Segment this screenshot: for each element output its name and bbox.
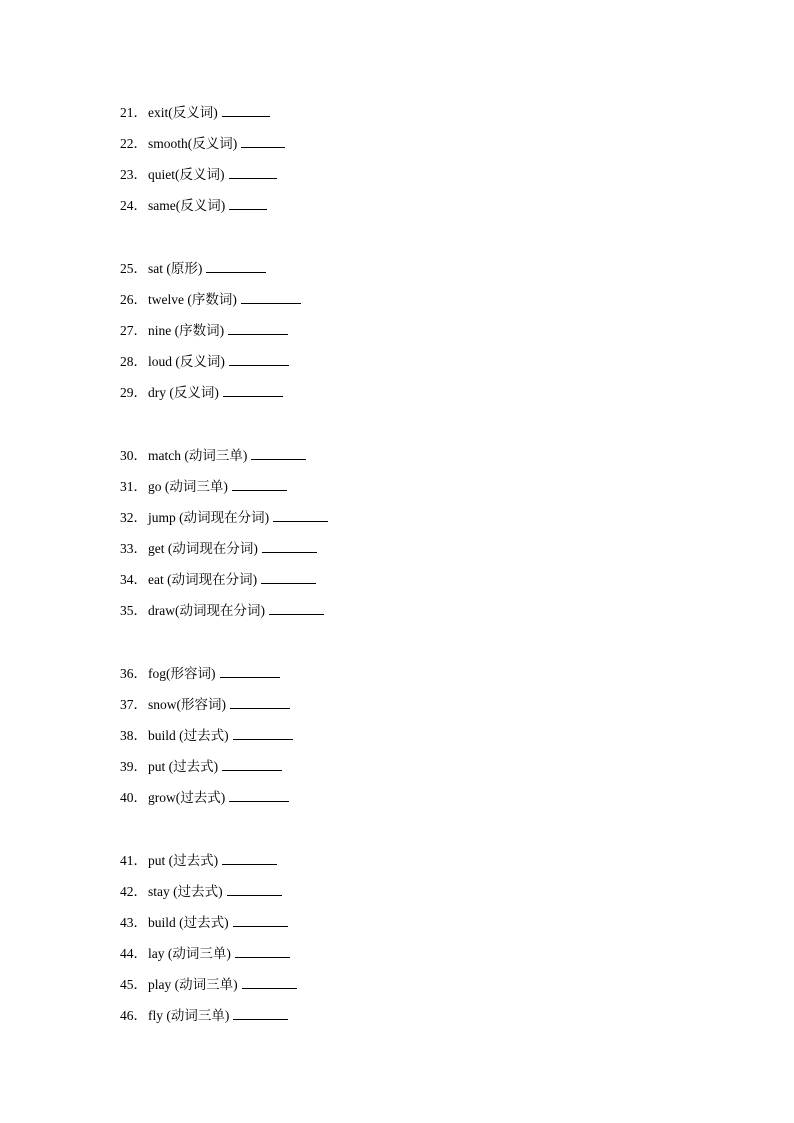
question-item — [120, 502, 328, 533]
answer-blank[interactable] — [229, 208, 267, 210]
question-number: 32． — [120, 510, 147, 525]
answer-blank[interactable] — [241, 302, 301, 304]
question-hint: (动词现在分词) — [167, 541, 258, 556]
question-number: 25． — [120, 261, 147, 276]
answer-blank[interactable] — [222, 769, 282, 771]
question-group-3 — [120, 440, 328, 626]
question-number: 29． — [120, 385, 147, 400]
question-group-1 — [120, 97, 285, 221]
answer-blank[interactable] — [273, 520, 328, 522]
question-word: jump — [148, 510, 180, 525]
answer-blank[interactable] — [233, 1018, 288, 1020]
question-number: 21． — [120, 105, 147, 120]
question-word: put — [148, 853, 169, 868]
answer-blank[interactable] — [223, 395, 283, 397]
question-number: 43． — [120, 915, 147, 930]
question-number: 45． — [120, 977, 147, 992]
question-number: 37． — [120, 697, 147, 712]
question-item — [120, 782, 293, 813]
answer-blank[interactable] — [269, 613, 324, 615]
question-item — [120, 564, 328, 595]
question-item — [120, 97, 285, 128]
answer-blank[interactable] — [229, 177, 277, 179]
question-word: get — [148, 541, 168, 556]
question-hint: (过去式) — [168, 853, 219, 868]
question-item — [120, 159, 285, 190]
question-item — [120, 658, 293, 689]
question-item — [120, 595, 328, 626]
question-word: build — [148, 728, 180, 743]
question-item — [120, 751, 293, 782]
question-item — [120, 689, 293, 720]
answer-blank[interactable] — [227, 894, 282, 896]
question-hint: (反义词) — [175, 167, 225, 182]
question-word: snow — [148, 697, 177, 712]
question-word: lay — [148, 946, 168, 961]
question-hint: (反义词) — [187, 136, 238, 151]
question-word: match — [148, 448, 185, 463]
question-hint: (反义词) — [175, 354, 225, 369]
question-hint: (动词三单) — [164, 479, 228, 494]
question-hint: (过去式) — [175, 790, 226, 805]
question-item — [120, 128, 285, 159]
question-group-2 — [120, 253, 301, 408]
answer-blank[interactable] — [232, 489, 287, 491]
question-item — [120, 938, 297, 969]
question-hint: (反义词) — [168, 105, 218, 120]
question-hint: (动词现在分词) — [167, 572, 258, 587]
question-hint: (形容词) — [176, 697, 227, 712]
question-number: 26． — [120, 292, 147, 307]
question-word: fog — [148, 666, 166, 681]
answer-blank[interactable] — [206, 271, 266, 273]
question-item — [120, 720, 293, 751]
question-item — [120, 533, 328, 564]
question-number: 23． — [120, 167, 147, 182]
question-word: twelve — [148, 292, 188, 307]
question-hint: (动词三单) — [174, 977, 238, 992]
question-item — [120, 907, 297, 938]
answer-blank[interactable] — [235, 956, 290, 958]
question-number: 38． — [120, 728, 147, 743]
question-word: nine — [148, 323, 175, 338]
answer-blank[interactable] — [242, 987, 297, 989]
question-hint: (反义词) — [175, 198, 226, 213]
question-word: quiet — [148, 167, 175, 182]
question-number: 33． — [120, 541, 147, 556]
question-item — [120, 377, 301, 408]
question-item — [120, 845, 297, 876]
question-number: 44． — [120, 946, 147, 961]
question-hint: (过去式) — [168, 759, 219, 774]
question-hint: (过去式) — [179, 728, 229, 743]
question-hint: (反义词) — [169, 385, 219, 400]
question-number: 36． — [120, 666, 147, 681]
question-number: 34． — [120, 572, 147, 587]
question-hint: (原形) — [166, 261, 203, 276]
question-word: play — [148, 977, 175, 992]
answer-blank[interactable] — [220, 676, 280, 678]
question-number: 24． — [120, 198, 147, 213]
answer-blank[interactable] — [228, 333, 288, 335]
question-word: go — [148, 479, 165, 494]
question-item — [120, 315, 301, 346]
answer-blank[interactable] — [233, 738, 293, 740]
question-word: sat — [148, 261, 167, 276]
question-word: fly — [148, 1008, 167, 1023]
question-word: draw — [148, 603, 175, 618]
question-number: 28． — [120, 354, 147, 369]
answer-blank[interactable] — [222, 863, 277, 865]
answer-blank[interactable] — [241, 146, 285, 148]
question-hint: (过去式) — [179, 915, 229, 930]
question-item — [120, 471, 328, 502]
question-word: same — [148, 198, 176, 213]
answer-blank[interactable] — [222, 115, 270, 117]
question-hint: (动词三单) — [184, 448, 248, 463]
question-number: 30． — [120, 448, 147, 463]
question-hint: (动词现在分词) — [175, 603, 265, 618]
question-number: 39． — [120, 759, 147, 774]
question-item — [120, 190, 285, 221]
question-number: 31． — [120, 479, 147, 494]
question-word: grow — [148, 790, 176, 805]
question-word: put — [148, 759, 169, 774]
question-item — [120, 284, 301, 315]
question-number: 41． — [120, 853, 147, 868]
question-hint: (动词三单) — [166, 1008, 230, 1023]
question-item — [120, 253, 301, 284]
question-word: loud — [148, 354, 176, 369]
question-group-5 — [120, 845, 297, 1031]
question-number: 22． — [120, 136, 147, 151]
question-word: stay — [148, 884, 174, 899]
question-hint: (序数词) — [187, 292, 237, 307]
question-hint: (动词三单) — [167, 946, 231, 961]
answer-blank[interactable] — [262, 551, 317, 553]
question-number: 46． — [120, 1008, 147, 1023]
answer-blank[interactable] — [261, 582, 316, 584]
question-word: build — [148, 915, 180, 930]
question-item — [120, 969, 297, 1000]
question-number: 40． — [120, 790, 147, 805]
answer-blank[interactable] — [229, 364, 289, 366]
question-number: 42． — [120, 884, 147, 899]
question-hint: (形容词) — [166, 666, 216, 681]
question-word: exit — [148, 105, 169, 120]
question-item — [120, 876, 297, 907]
answer-blank[interactable] — [229, 800, 289, 802]
question-number: 27． — [120, 323, 147, 338]
question-hint: (过去式) — [173, 884, 223, 899]
answer-blank[interactable] — [251, 458, 306, 460]
question-item — [120, 440, 328, 471]
question-word: smooth — [148, 136, 188, 151]
question-group-4 — [120, 658, 293, 813]
question-word: eat — [148, 572, 168, 587]
question-hint: (序数词) — [174, 323, 225, 338]
question-hint: (动词现在分词) — [179, 510, 270, 525]
answer-blank[interactable] — [233, 925, 288, 927]
question-number: 35． — [120, 603, 147, 618]
answer-blank[interactable] — [230, 707, 290, 709]
question-item — [120, 1000, 297, 1031]
question-item — [120, 346, 301, 377]
question-word: dry — [148, 385, 170, 400]
